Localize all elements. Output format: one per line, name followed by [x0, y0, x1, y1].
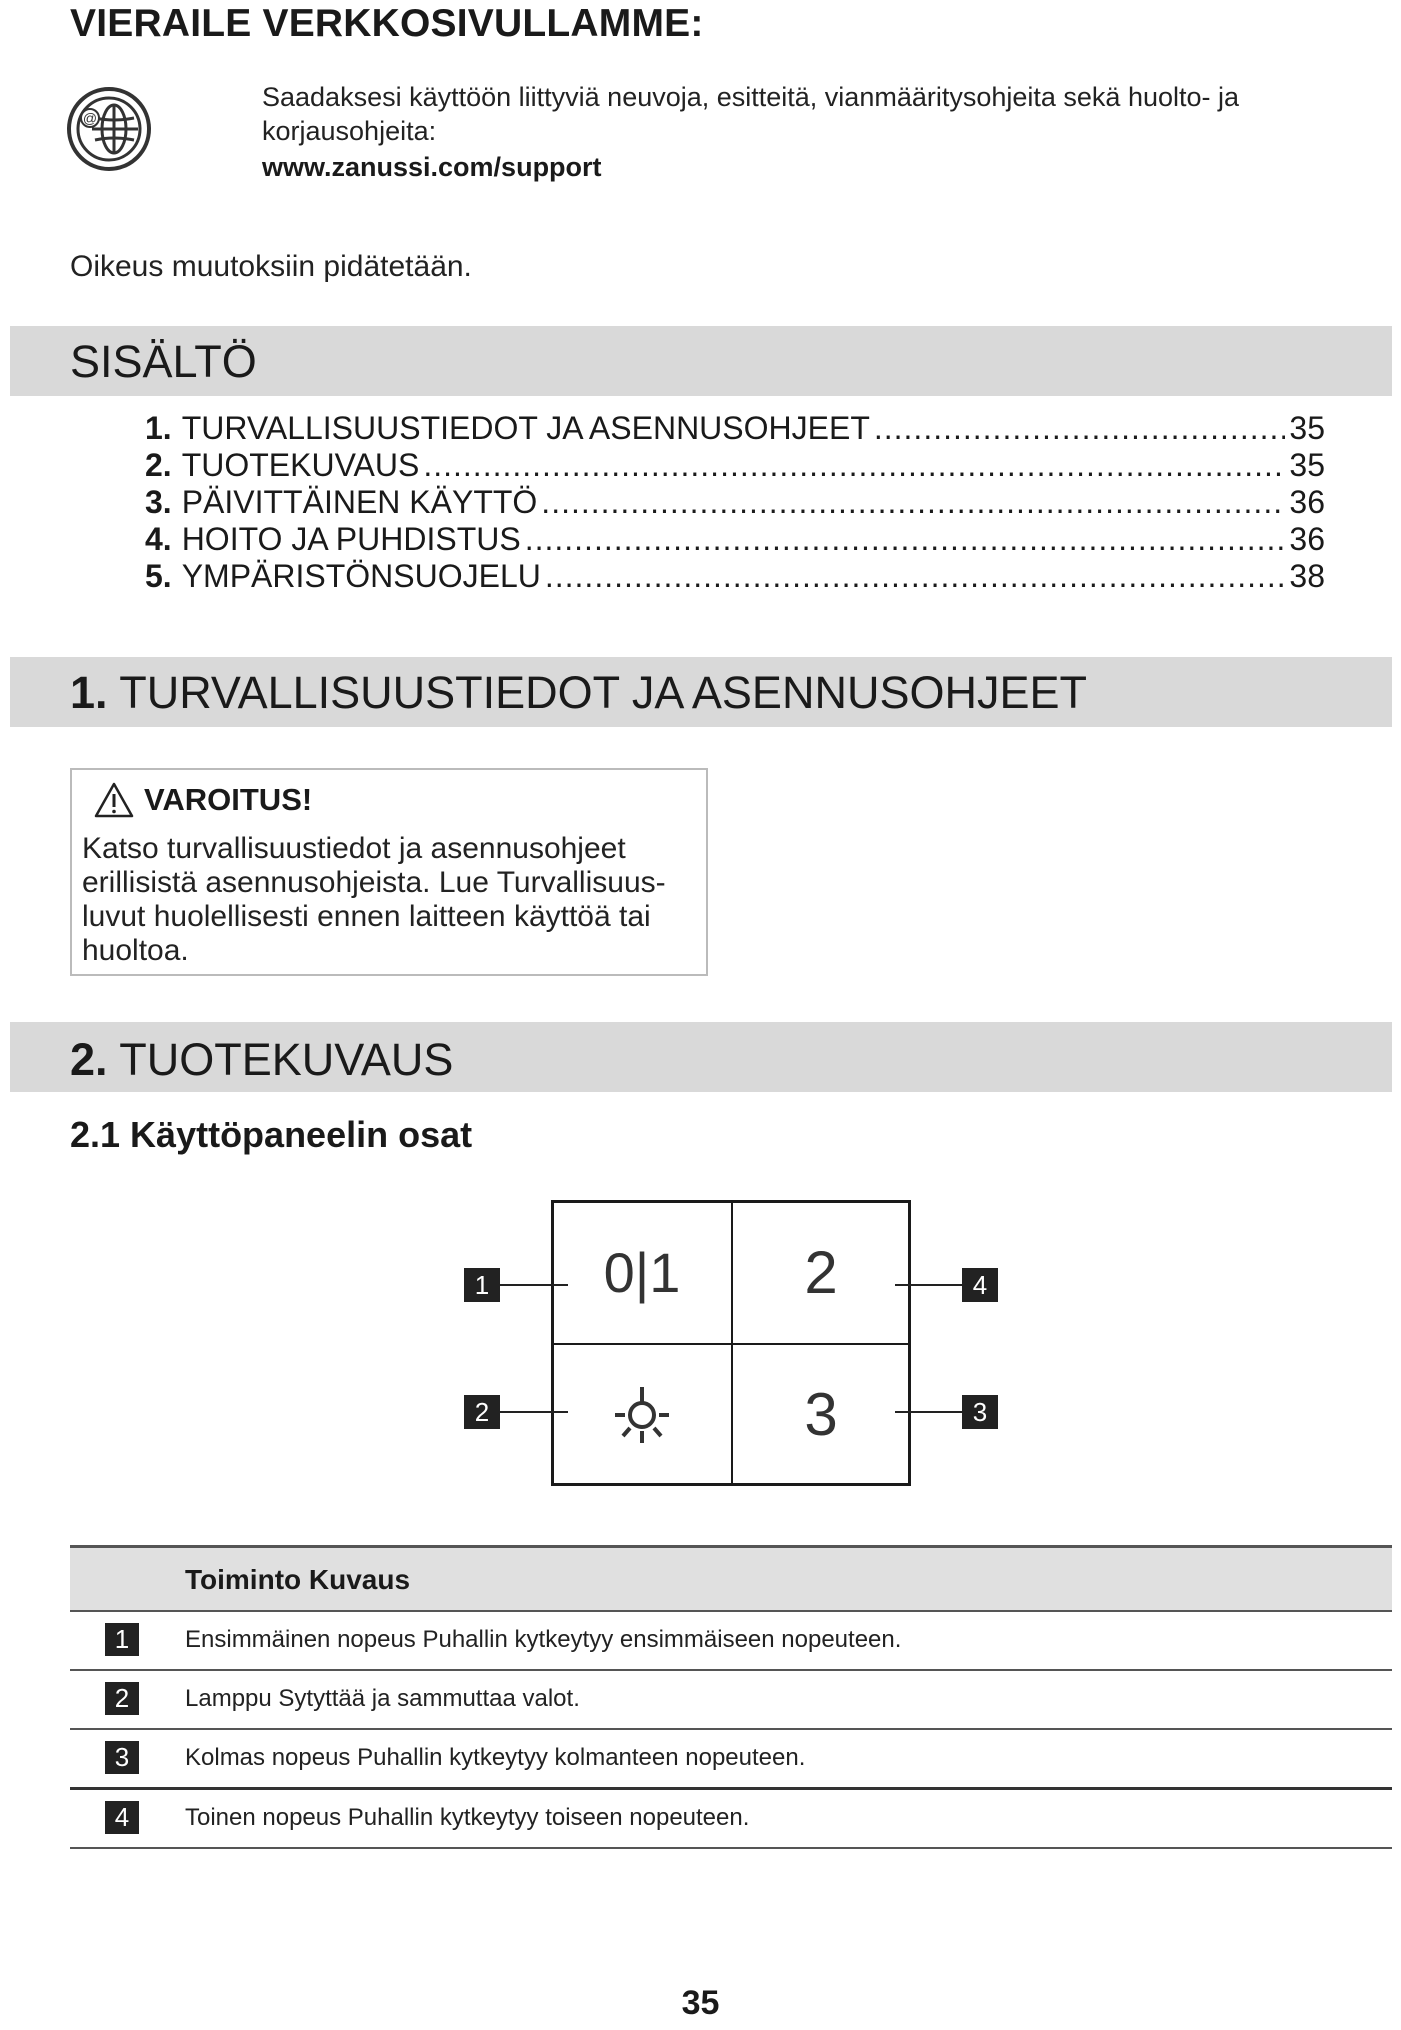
- section1-header-bar: [10, 657, 1392, 727]
- toc-leader-dots: [541, 484, 1285, 521]
- contents-title: SISÄLTÖ: [70, 336, 257, 387]
- section1-title-text: TURVALLISUUSTIEDOT JA ASENNUSOHJEET: [119, 667, 1087, 718]
- svg-text:@: @: [82, 110, 98, 126]
- table-row: [70, 1790, 1392, 1849]
- callout-badge: 2: [464, 1395, 500, 1429]
- function-table: [70, 1545, 1392, 1849]
- power-button[interactable]: [554, 1203, 730, 1341]
- table-header-label: Toiminto Kuvaus: [185, 1564, 411, 1595]
- toc-item-label: HOITO JA PUHDISTUS: [181, 521, 521, 557]
- toc-item-number: 3.: [145, 484, 172, 520]
- toc-item-label: TURVALLISUUSTIEDOT JA ASENNUSOHJEET: [181, 410, 870, 446]
- callout-badge: 1: [464, 1268, 500, 1302]
- globe-at-icon: [66, 86, 152, 172]
- lamp-button[interactable]: [554, 1345, 730, 1483]
- toc-leader-dots: [545, 558, 1286, 595]
- warning-box: [70, 768, 708, 976]
- toc-item-page: 36: [1289, 484, 1325, 520]
- row-number-badge: 4: [105, 1801, 139, 1834]
- visit-description: Saadaksesi käyttöön liittyviä neuvoja, esitteitä, vianmääritysohjeita sekä huolto- ja korjausohjeita:: [262, 82, 1240, 146]
- toc-item[interactable]: [145, 558, 1325, 595]
- contents-header-bar: [10, 326, 1392, 396]
- toc-leader-dots: [423, 447, 1285, 484]
- toc-item-number: 1.: [145, 410, 172, 446]
- toc-item[interactable]: [145, 447, 1325, 484]
- callout-leader: [895, 1411, 962, 1413]
- toc-item-number: 5.: [145, 558, 172, 594]
- subsection-title: 2.1 Käyttöpaneelin osat: [70, 1114, 473, 1155]
- toc-item-label: YMPÄRISTÖNSUOJELU: [181, 558, 541, 594]
- table-of-contents: [145, 410, 1325, 595]
- section2-title: [70, 1034, 453, 1086]
- table-row: [70, 1730, 1392, 1790]
- toc-item-label: TUOTEKUVAUS: [181, 447, 420, 483]
- speed-3-label: 3: [804, 1380, 838, 1448]
- row-description: Kolmas nopeus Puhallin kytkeytyy kolmanteen nopeuteen.: [185, 1744, 806, 1771]
- row-number-badge: 3: [105, 1741, 139, 1774]
- table-header: [70, 1545, 1392, 1612]
- warning-label: VAROITUS!: [144, 782, 313, 817]
- toc-item-number: 4.: [145, 521, 172, 557]
- section2-header-bar: [10, 1022, 1392, 1092]
- section2-number: 2.: [70, 1034, 108, 1085]
- lamp-icon: [609, 1381, 675, 1447]
- visit-title: VIERAILE VERKKOSIVULLAMME:: [70, 2, 704, 45]
- toc-leader-dots: [874, 410, 1286, 447]
- toc-item-page: 35: [1289, 410, 1325, 446]
- page-number: 35: [681, 1984, 720, 2022]
- callout-badge: 3: [962, 1395, 998, 1429]
- speed-2-label: 2: [804, 1238, 838, 1306]
- warning-text: Katso turvallisuustiedot ja asennusohjeet erillisistä asennusohjeista. Lue Turvallisuus-luvut huolellisesti ennen laitteen käyttöä tai huoltoa.: [82, 832, 666, 967]
- toc-item[interactable]: [145, 484, 1325, 521]
- section1-title: [70, 667, 1087, 719]
- toc-item-page: 35: [1289, 447, 1325, 483]
- callout-badge: 4: [962, 1268, 998, 1302]
- row-description: Lamppu Sytyttää ja sammuttaa valot.: [185, 1685, 580, 1712]
- speed-2-button[interactable]: [733, 1203, 909, 1341]
- callout-leader: [500, 1411, 568, 1413]
- toc-item[interactable]: [145, 410, 1325, 447]
- toc-item-label: PÄIVITTÄINEN KÄYTTÖ: [181, 484, 538, 520]
- speed-3-button[interactable]: [733, 1345, 909, 1483]
- row-description: Toinen nopeus Puhallin kytkeytyy toiseen nopeuteen.: [185, 1804, 750, 1831]
- section2-title-text: TUOTEKUVAUS: [119, 1034, 454, 1085]
- warning-heading: [94, 782, 312, 818]
- row-description: Ensimmäinen nopeus Puhallin kytkeytyy ensimmäiseen nopeuteen.: [185, 1626, 902, 1653]
- table-row: [70, 1612, 1392, 1671]
- toc-item-page: 36: [1289, 521, 1325, 557]
- toc-item[interactable]: [145, 521, 1325, 558]
- row-number-badge: 1: [105, 1623, 139, 1656]
- warning-triangle-icon: [94, 782, 134, 818]
- support-link[interactable]: www.zanussi.com/support: [262, 152, 602, 182]
- control-panel: [551, 1200, 911, 1486]
- callout-leader: [500, 1284, 568, 1286]
- rights-notice: Oikeus muutoksiin pidätetään.: [70, 250, 472, 283]
- row-number-badge: 2: [105, 1682, 139, 1715]
- toc-item-number: 2.: [145, 447, 172, 483]
- toc-item-page: 38: [1289, 558, 1325, 594]
- toc-leader-dots: [525, 521, 1286, 558]
- table-row: [70, 1671, 1392, 1730]
- callout-leader: [895, 1284, 962, 1286]
- section1-number: 1.: [70, 667, 108, 718]
- power-button-label: 0|1: [603, 1240, 681, 1304]
